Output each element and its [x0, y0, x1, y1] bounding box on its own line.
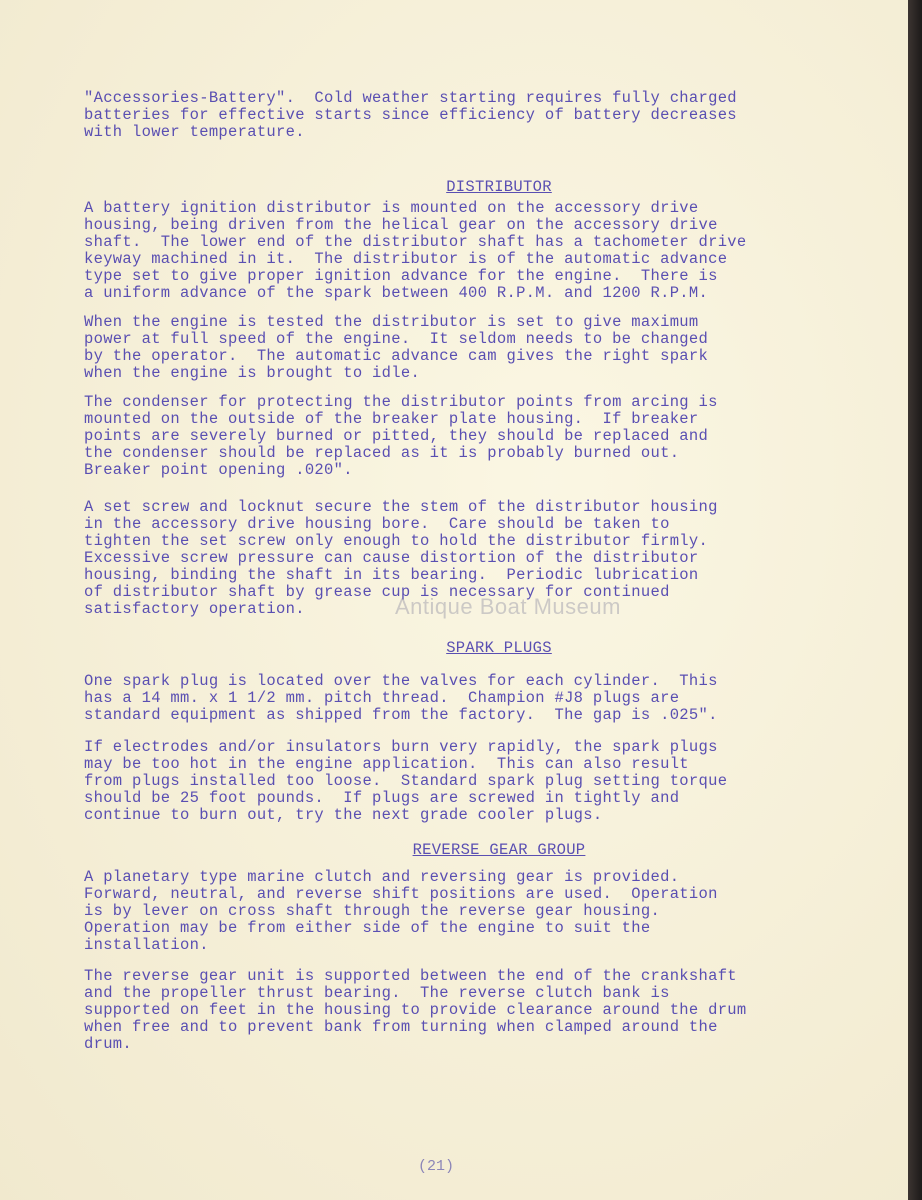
spark-plugs-paragraph-1: [84, 673, 844, 724]
binding-edge: [908, 0, 922, 1200]
text-line: A battery ignition distributor is mounted on the accessory drive: [84, 199, 699, 217]
intro-paragraph: [84, 90, 844, 141]
section-heading-spark-plugs: SPARK PLUGS: [446, 639, 552, 657]
text-line: Forward, neutral, and reverse shift positions are used. Operation: [84, 885, 718, 903]
text-line: with lower temperature.: [84, 123, 305, 141]
distributor-paragraph-1: [84, 200, 844, 302]
text-line: "Accessories-Battery". Cold weather starting requires fully charged: [84, 89, 737, 107]
distributor-paragraph-2: [84, 314, 844, 382]
text-line: continue to burn out, try the next grade cooler plugs.: [84, 806, 603, 824]
text-line: Operation may be from either side of the engine to suit the: [84, 919, 651, 937]
text-line: satisfactory operation.: [84, 600, 305, 618]
text-line: when the engine is brought to idle.: [84, 364, 421, 382]
section-heading-distributor: DISTRIBUTOR: [446, 178, 552, 196]
text-line: a uniform advance of the spark between 400 R.P.M. and 1200 R.P.M.: [84, 284, 709, 302]
text-line: housing, being driven from the helical gear on the accessory drive: [84, 216, 718, 234]
text-line: housing, binding the shaft in its bearing. Periodic lubrication: [84, 566, 699, 584]
text-line: If electrodes and/or insulators burn very rapidly, the spark plugs: [84, 738, 718, 756]
text-line: A planetary type marine clutch and reversing gear is provided.: [84, 868, 680, 886]
text-line: When the engine is tested the distributor is set to give maximum: [84, 313, 699, 331]
text-line: The condenser for protecting the distributor points from arcing is: [84, 393, 718, 411]
text-line: type set to give proper ignition advance for the engine. There is: [84, 267, 718, 285]
spark-plugs-paragraph-2: [84, 739, 844, 824]
text-line: keyway machined in it. The distributor is of the automatic advance: [84, 250, 728, 268]
text-line: One spark plug is located over the valves for each cylinder. This: [84, 672, 718, 690]
text-line: the condenser should be replaced as it is probably burned out.: [84, 444, 680, 462]
text-line: may be too hot in the engine application. This can also result: [84, 755, 689, 773]
section-heading-reverse-gear: REVERSE GEAR GROUP: [412, 841, 586, 859]
distributor-paragraph-3: [84, 394, 844, 479]
museum-watermark: Antique Boat Museum: [395, 594, 621, 619]
reverse-gear-paragraph-2: [84, 968, 844, 1053]
text-line: when free and to prevent bank from turning when clamped around the: [84, 1018, 718, 1036]
text-line: A set screw and locknut secure the stem of the distributor housing: [84, 498, 718, 516]
text-line: standard equipment as shipped from the factory. The gap is .025".: [84, 706, 718, 724]
text-line: in the accessory drive housing bore. Care should be taken to: [84, 515, 670, 533]
text-line: drum.: [84, 1035, 133, 1053]
text-line: and the propeller thrust bearing. The reverse clutch bank is: [84, 984, 670, 1002]
text-line: should be 25 foot pounds. If plugs are screwed in tightly and: [84, 789, 680, 807]
page-number: (21): [418, 1158, 455, 1175]
text-line: of distributor shaft by grease cup is necessary for continued: [84, 583, 670, 601]
text-line: mounted on the outside of the breaker plate housing. If breaker: [84, 410, 699, 428]
reverse-gear-paragraph-1: [84, 869, 844, 954]
text-line: shaft. The lower end of the distributor shaft has a tachometer drive: [84, 233, 747, 251]
page-content: [84, 90, 844, 1053]
text-line: by the operator. The automatic advance cam gives the right spark: [84, 347, 709, 365]
text-line: power at full speed of the engine. It seldom needs to be changed: [84, 330, 709, 348]
text-line: has a 14 mm. x 1 1/2 mm. pitch thread. Champion #J8 plugs are: [84, 689, 680, 707]
text-line: points are severely burned or pitted, they should be replaced and: [84, 427, 709, 445]
text-line: from plugs installed too loose. Standard spark plug setting torque: [84, 772, 728, 790]
text-line: tighten the set screw only enough to hold the distributor firmly.: [84, 532, 709, 550]
text-line: installation.: [84, 936, 209, 954]
text-line: Breaker point opening .020".: [84, 461, 353, 479]
text-line: The reverse gear unit is supported between the end of the crankshaft: [84, 967, 737, 985]
text-line: is by lever on cross shaft through the reverse gear housing.: [84, 902, 661, 920]
text-line: Excessive screw pressure can cause distortion of the distributor: [84, 549, 699, 567]
text-line: supported on feet in the housing to provide clearance around the drum: [84, 1001, 747, 1019]
text-line: batteries for effective starts since efficiency of battery decreases: [84, 106, 737, 124]
